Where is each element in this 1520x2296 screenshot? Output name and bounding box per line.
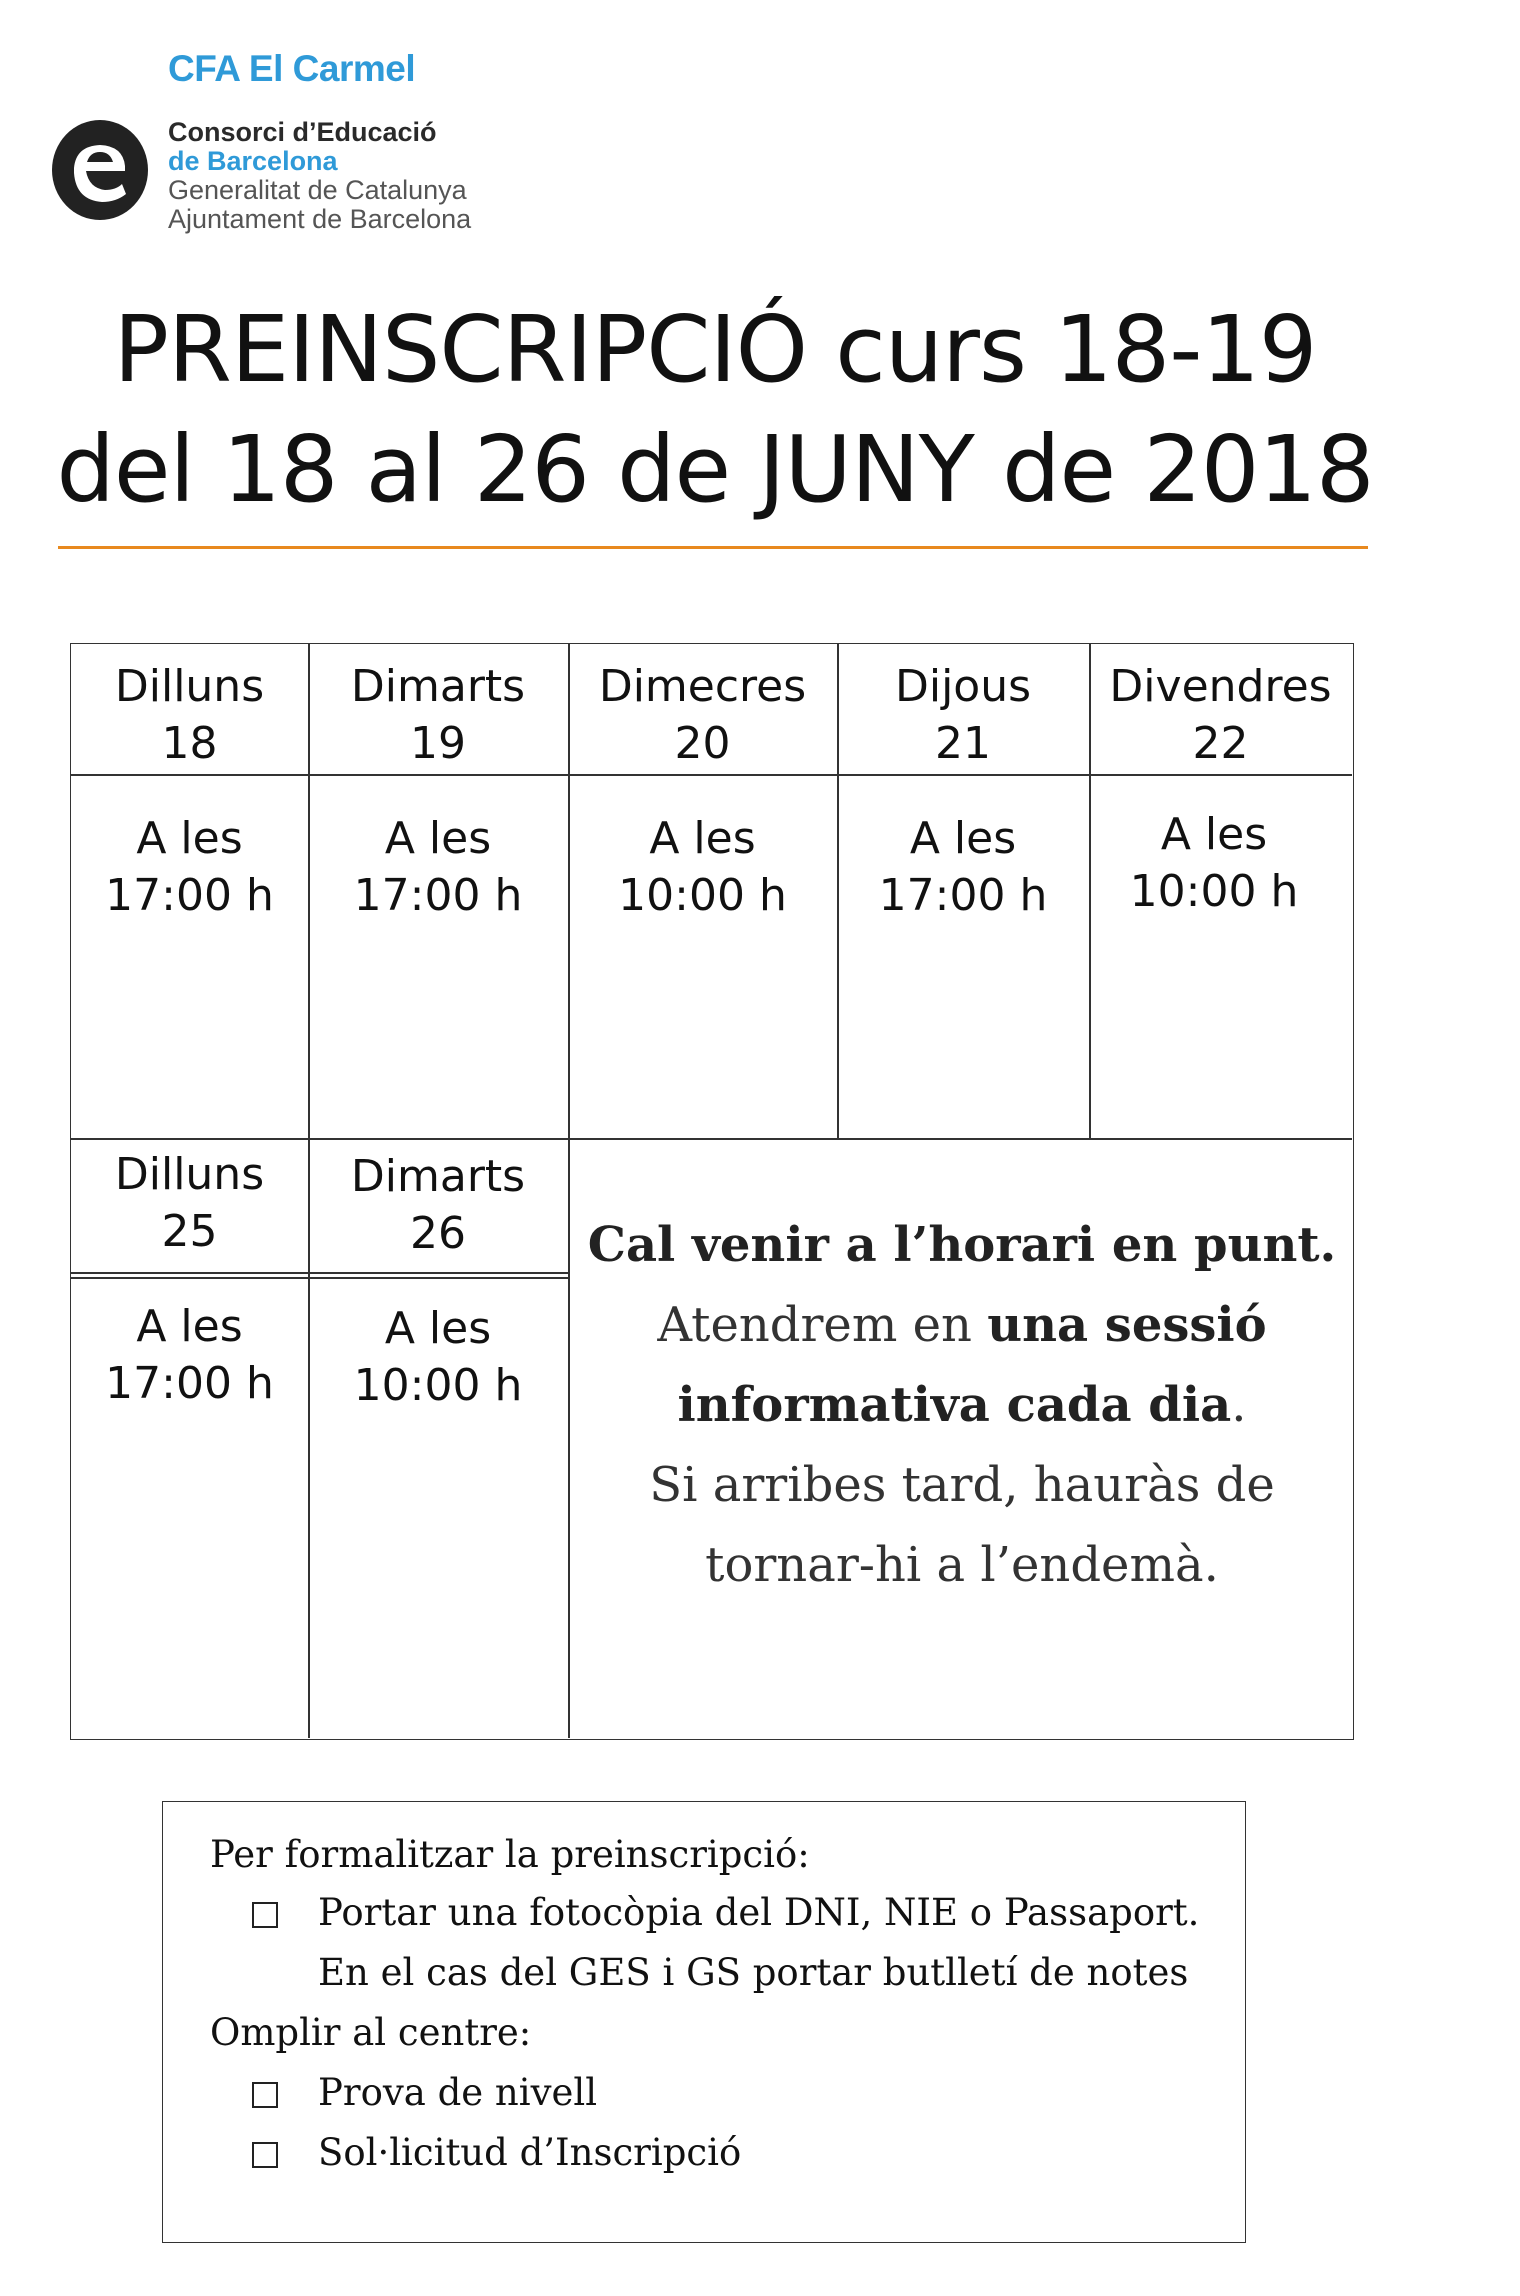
checkbox-icon (252, 1902, 278, 1928)
time-prefix: A les (1160, 809, 1268, 860)
time-value: 17:00 h (105, 1358, 274, 1409)
day-header-divendres-22 (1089, 658, 1352, 772)
requirement-item-application: Sol·licitud d’Inscripció (318, 2131, 742, 2174)
org-line-4: Ajuntament de Barcelona (168, 204, 472, 234)
requirement-item-documents-cont: En el cas del GES i GS portar butlletí de notes (318, 1951, 1189, 1994)
day-date: 19 (410, 718, 466, 769)
day-name: Dimecres (598, 661, 807, 712)
time-prefix: A les (909, 813, 1017, 864)
day-header-dimecres-20 (568, 658, 837, 772)
time-prefix: A les (136, 813, 243, 864)
day-date: 20 (674, 718, 731, 769)
day-header-dilluns-18 (71, 658, 308, 772)
page-title: PREINSCRIPCIÓ curs 18-19 (113, 296, 1317, 403)
requirements-heading-2: Omplir al centre: (210, 2011, 532, 2054)
day-date: 26 (410, 1208, 466, 1259)
grid-line (71, 1277, 568, 1279)
day-name: Dimarts (350, 661, 526, 712)
day-header-dilluns-25 (71, 1146, 308, 1260)
day-header-dijous-21 (837, 658, 1089, 772)
day-date: 22 (1192, 718, 1249, 769)
requirements-heading: Per formalitzar la preinscripció: (210, 1833, 810, 1876)
checkbox-icon (252, 2082, 278, 2108)
grid-line (71, 1272, 568, 1274)
checkbox-icon (252, 2142, 278, 2168)
note-line-4: Si arribes tard, hauràs de (649, 1457, 1275, 1513)
requirement-item-documents: Portar una fotocòpia del DNI, NIE o Passaport. (318, 1891, 1200, 1934)
org-line-1: Consorci d’Educació (168, 117, 437, 147)
center-name: CFA El Carmel (168, 48, 416, 89)
day-header-dimarts-26 (308, 1148, 568, 1262)
title-divider (58, 546, 1368, 549)
day-date: 25 (161, 1206, 218, 1257)
organization-name (168, 118, 471, 234)
time-value: 10:00 h (353, 1360, 523, 1411)
requirement-item-level-test: Prova de nivell (318, 2071, 598, 2114)
time-value: 10:00 h (1129, 866, 1299, 917)
org-line-2: de Barcelona (168, 146, 338, 176)
time-value: 17:00 h (353, 870, 523, 921)
attendance-note (570, 1205, 1354, 1605)
session-time-22 (1089, 806, 1339, 920)
org-line-3: Generalitat de Catalunya (168, 175, 467, 205)
time-prefix: A les (136, 1301, 243, 1352)
session-time-20 (568, 810, 837, 924)
note-line-5: tornar-hi a l’endemà. (705, 1537, 1219, 1593)
session-time-26 (308, 1300, 568, 1414)
day-date: 21 (935, 718, 991, 769)
session-time-21 (837, 810, 1089, 924)
note-line-1: Cal venir a l’horari en punt. (587, 1217, 1337, 1273)
session-time-18 (71, 810, 308, 924)
grid-line (71, 1138, 1352, 1140)
grid-line (71, 774, 1352, 776)
time-value: 10:00 h (618, 870, 787, 921)
day-header-dimarts-19 (308, 658, 568, 772)
note-line-2: Atendrem en una sessió (657, 1297, 1267, 1353)
time-prefix: A les (649, 813, 756, 864)
day-date: 18 (161, 718, 218, 769)
day-name: Dimarts (350, 1151, 526, 1202)
session-time-25 (71, 1298, 308, 1412)
day-name: Divendres (1109, 661, 1332, 712)
note-line-3: informativa cada dia. (677, 1377, 1247, 1433)
day-name: Dijous (894, 661, 1032, 712)
session-time-19 (308, 810, 568, 924)
time-prefix: A les (384, 813, 492, 864)
day-name: Dilluns (114, 661, 265, 712)
time-value: 17:00 h (878, 870, 1048, 921)
page-subtitle: del 18 al 26 de JUNY de 2018 (56, 416, 1374, 523)
day-name: Dilluns (114, 1149, 265, 1200)
time-value: 17:00 h (105, 870, 274, 921)
consorci-logo-icon (50, 118, 150, 222)
time-prefix: A les (384, 1303, 492, 1354)
